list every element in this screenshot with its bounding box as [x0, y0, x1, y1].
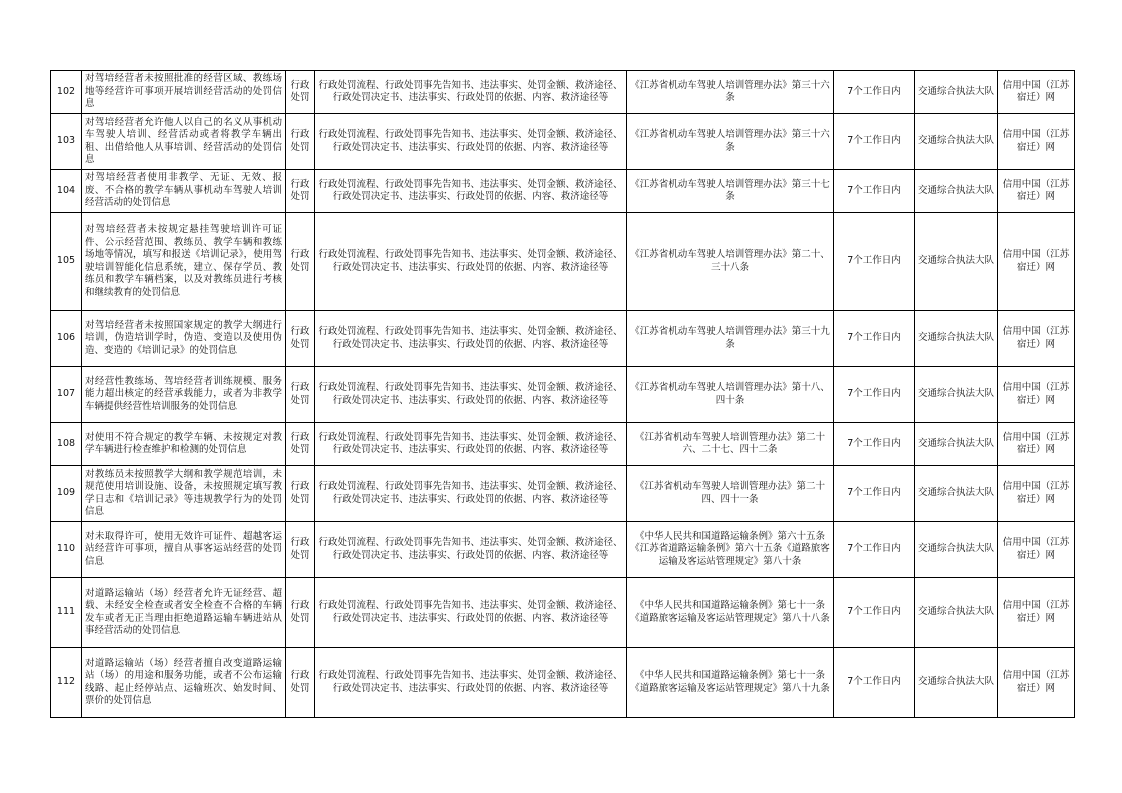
disclosure-content: 行政处罚流程、行政处罚事先告知书、违法事实、处罚金额、救济途径、行政处罚决定书、违法事实、行政处罚的依据、内容、救济途径等	[315, 423, 627, 466]
penalty-type: 行政处罚	[286, 114, 315, 170]
responsible-department: 交通综合执法大队	[915, 213, 998, 311]
legal-basis: 《江苏省机动车驾驶人培训管理办法》第十八、四十条	[627, 367, 834, 423]
publication-channel: 信用中国（江苏宿迁）网	[998, 423, 1075, 466]
disclosure-deadline: 7个工作日内	[834, 578, 915, 648]
responsible-department: 交通综合执法大队	[915, 170, 998, 213]
legal-basis: 《江苏省机动车驾驶人培训管理办法》第二十四、四十一条	[627, 466, 834, 522]
item-name: 对教练员未按照教学大纲和教学规范培训，未规范使用培训设施、设备，未按照规定填写教学日志和《培训记录》等违规教学行为的处罚信息	[82, 466, 286, 522]
table-row	[51, 648, 1075, 718]
responsible-department: 交通综合执法大队	[915, 648, 998, 718]
penalty-type: 行政处罚	[286, 648, 315, 718]
row-number: 110	[51, 522, 82, 578]
table-row	[51, 522, 1075, 578]
item-name: 对驾培经营者未按照国家规定的教学大纲进行培训，伪造培训学时，伪造、变造以及使用伪造、变造的《培训记录》的处罚信息	[82, 311, 286, 367]
row-number: 106	[51, 311, 82, 367]
penalty-type: 行政处罚	[286, 170, 315, 213]
disclosure-deadline: 7个工作日内	[834, 466, 915, 522]
responsible-department: 交通综合执法大队	[915, 367, 998, 423]
disclosure-content: 行政处罚流程、行政处罚事先告知书、违法事实、处罚金额、救济途径、行政处罚决定书、违法事实、行政处罚的依据、内容、救济途径等	[315, 648, 627, 718]
penalty-type: 行政处罚	[286, 71, 315, 114]
item-name: 对驾培经营者使用非教学、无证、无效、报废、不合格的教学车辆从事机动车驾驶人培训经营活动的处罚信息	[82, 170, 286, 213]
disclosure-content: 行政处罚流程、行政处罚事先告知书、违法事实、处罚金额、救济途径、行政处罚决定书、违法事实、行政处罚的依据、内容、救济途径等	[315, 71, 627, 114]
legal-basis: 《江苏省机动车驾驶人培训管理办法》第三十七条	[627, 170, 834, 213]
legal-basis: 《江苏省机动车驾驶人培训管理办法》第三十九条	[627, 311, 834, 367]
document-page	[50, 70, 1074, 718]
publication-channel: 信用中国（江苏宿迁）网	[998, 648, 1075, 718]
disclosure-content: 行政处罚流程、行政处罚事先告知书、违法事实、处罚金额、救济途径、行政处罚决定书、违法事实、行政处罚的依据、内容、救济途径等	[315, 170, 627, 213]
penalty-type: 行政处罚	[286, 522, 315, 578]
publication-channel: 信用中国（江苏宿迁）网	[998, 213, 1075, 311]
disclosure-content: 行政处罚流程、行政处罚事先告知书、违法事实、处罚金额、救济途径、行政处罚决定书、违法事实、行政处罚的依据、内容、救济途径等	[315, 311, 627, 367]
item-name: 对使用不符合规定的教学车辆、未按规定对教学车辆进行检查维护和检测的处罚信息	[82, 423, 286, 466]
table-row	[51, 367, 1075, 423]
responsible-department: 交通综合执法大队	[915, 423, 998, 466]
table-row	[51, 213, 1075, 311]
item-name: 对道路运输站（场）经营者擅自改变道路运输站（场）的用途和服务功能，或者不公布运输线路、起止经停站点、运输班次、始发时间、票价的处罚信息	[82, 648, 286, 718]
responsible-department: 交通综合执法大队	[915, 114, 998, 170]
item-name: 对驾培经营者未按规定悬挂驾驶培训许可证件、公示经营范围、教练员、教学车辆和教练场地等情况，填写和报送《培训记录》，使用驾驶培训智能化信息系统，建立、保存学员、教练员和教学车辆档案，以及对教练员进行考核和继续教育的处罚信息	[82, 213, 286, 311]
responsible-department: 交通综合执法大队	[915, 578, 998, 648]
responsible-department: 交通综合执法大队	[915, 522, 998, 578]
publication-channel: 信用中国（江苏宿迁）网	[998, 114, 1075, 170]
item-name: 对驾培经营者未按照批准的经营区域、教练场地等经营许可事项开展培训经营活动的处罚信息	[82, 71, 286, 114]
legal-basis: 《江苏省机动车驾驶人培训管理办法》第三十六条	[627, 71, 834, 114]
row-number: 104	[51, 170, 82, 213]
row-number: 108	[51, 423, 82, 466]
disclosure-deadline: 7个工作日内	[834, 423, 915, 466]
disclosure-deadline: 7个工作日内	[834, 311, 915, 367]
legal-basis: 《中华人民共和国道路运输条例》第七十一条《道路旅客运输及客运站管理规定》第八十八条	[627, 578, 834, 648]
penalty-type: 行政处罚	[286, 311, 315, 367]
table-body	[51, 71, 1075, 718]
table-row	[51, 423, 1075, 466]
legal-basis: 《江苏省机动车驾驶人培训管理办法》第三十六条	[627, 114, 834, 170]
publication-channel: 信用中国（江苏宿迁）网	[998, 170, 1075, 213]
disclosure-deadline: 7个工作日内	[834, 648, 915, 718]
disclosure-content: 行政处罚流程、行政处罚事先告知书、违法事实、处罚金额、救济途径、行政处罚决定书、违法事实、行政处罚的依据、内容、救济途径等	[315, 114, 627, 170]
publication-channel: 信用中国（江苏宿迁）网	[998, 522, 1075, 578]
row-number: 102	[51, 71, 82, 114]
penalty-type: 行政处罚	[286, 213, 315, 311]
penalty-type: 行政处罚	[286, 423, 315, 466]
disclosure-deadline: 7个工作日内	[834, 170, 915, 213]
responsible-department: 交通综合执法大队	[915, 311, 998, 367]
legal-basis: 《中华人民共和国道路运输条例》第七十一条《道路旅客运输及客运站管理规定》第八十九条	[627, 648, 834, 718]
item-name: 对未取得许可，使用无效许可证件、超越客运站经营许可事项，擅自从事客运站经营的处罚信息	[82, 522, 286, 578]
table-row	[51, 578, 1075, 648]
table-row	[51, 71, 1075, 114]
penalty-type: 行政处罚	[286, 367, 315, 423]
item-name: 对经营性教练场、驾培经营者训练规模、服务能力超出核定的经营承载能力，或者为非教学车辆提供经营性培训服务的处罚信息	[82, 367, 286, 423]
table-row	[51, 466, 1075, 522]
responsible-department: 交通综合执法大队	[915, 71, 998, 114]
row-number: 112	[51, 648, 82, 718]
publication-channel: 信用中国（江苏宿迁）网	[998, 311, 1075, 367]
penalty-type: 行政处罚	[286, 466, 315, 522]
penalty-info-table	[50, 70, 1075, 718]
row-number: 103	[51, 114, 82, 170]
disclosure-deadline: 7个工作日内	[834, 114, 915, 170]
disclosure-deadline: 7个工作日内	[834, 367, 915, 423]
row-number: 109	[51, 466, 82, 522]
publication-channel: 信用中国（江苏宿迁）网	[998, 466, 1075, 522]
disclosure-content: 行政处罚流程、行政处罚事先告知书、违法事实、处罚金额、救济途径、行政处罚决定书、违法事实、行政处罚的依据、内容、救济途径等	[315, 213, 627, 311]
row-number: 107	[51, 367, 82, 423]
disclosure-content: 行政处罚流程、行政处罚事先告知书、违法事实、处罚金额、救济途径、行政处罚决定书、违法事实、行政处罚的依据、内容、救济途径等	[315, 466, 627, 522]
publication-channel: 信用中国（江苏宿迁）网	[998, 578, 1075, 648]
disclosure-content: 行政处罚流程、行政处罚事先告知书、违法事实、处罚金额、救济途径、行政处罚决定书、违法事实、行政处罚的依据、内容、救济途径等	[315, 578, 627, 648]
penalty-type: 行政处罚	[286, 578, 315, 648]
row-number: 111	[51, 578, 82, 648]
disclosure-content: 行政处罚流程、行政处罚事先告知书、违法事实、处罚金额、救济途径、行政处罚决定书、违法事实、行政处罚的依据、内容、救济途径等	[315, 367, 627, 423]
responsible-department: 交通综合执法大队	[915, 466, 998, 522]
legal-basis: 《江苏省机动车驾驶人培训管理办法》第二十、三十八条	[627, 213, 834, 311]
disclosure-deadline: 7个工作日内	[834, 522, 915, 578]
table-row	[51, 311, 1075, 367]
publication-channel: 信用中国（江苏宿迁）网	[998, 367, 1075, 423]
table-row	[51, 170, 1075, 213]
legal-basis: 《中华人民共和国道路运输条例》第六十五条《江苏省道路运输条例》第六十五条《道路旅客运输及客运站管理规定》第八十条	[627, 522, 834, 578]
row-number: 105	[51, 213, 82, 311]
item-name: 对道路运输站（场）经营者允许无证经营、超载、未经安全检查或者安全检查不合格的车辆发车或者无正当理由拒绝道路运输车辆进站从事经营活动的处罚信息	[82, 578, 286, 648]
table-row	[51, 114, 1075, 170]
disclosure-content: 行政处罚流程、行政处罚事先告知书、违法事实、处罚金额、救济途径、行政处罚决定书、违法事实、行政处罚的依据、内容、救济途径等	[315, 522, 627, 578]
item-name: 对驾培经营者允许他人以自己的名义从事机动车驾驶人培训、经营活动或者将教学车辆出租、出借给他人从事培训、经营活动的处罚信息	[82, 114, 286, 170]
disclosure-deadline: 7个工作日内	[834, 213, 915, 311]
publication-channel: 信用中国（江苏宿迁）网	[998, 71, 1075, 114]
legal-basis: 《江苏省机动车驾驶人培训管理办法》第二十六、二十七、四十二条	[627, 423, 834, 466]
disclosure-deadline: 7个工作日内	[834, 71, 915, 114]
